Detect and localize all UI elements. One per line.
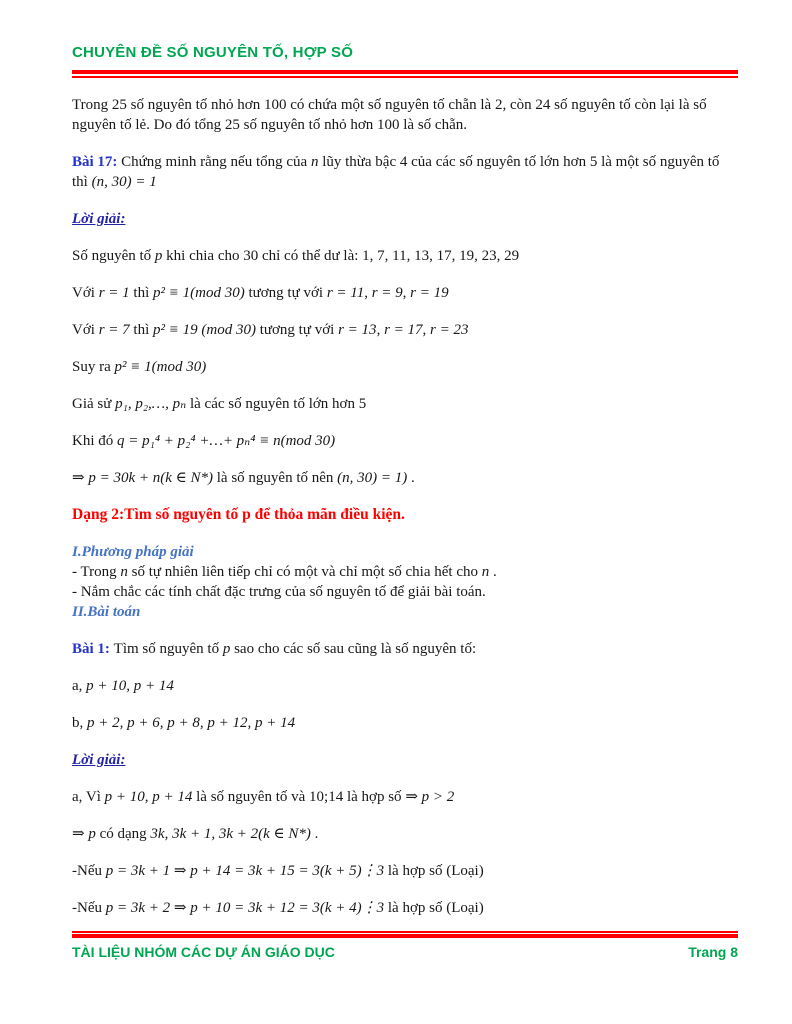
- subsection-heading: I.Phương pháp giải: [72, 544, 194, 560]
- solution-heading-1: [72, 750, 738, 770]
- text-run: Với: [72, 285, 99, 301]
- math-expression: r = 17: [384, 322, 423, 338]
- text-run: ,: [422, 322, 431, 338]
- solution-line: [72, 861, 738, 881]
- text-run: ,: [376, 322, 385, 338]
- math-expression: p: [88, 826, 96, 842]
- problem-1b: [72, 713, 738, 733]
- page-number: Trang 8: [688, 944, 738, 960]
- page-header: [72, 44, 738, 78]
- text-run: ⇒: [72, 826, 89, 842]
- solution-heading: Lời giải:: [72, 752, 126, 768]
- math-expression: r = 19: [410, 285, 449, 301]
- math-expression: 3k, 3k + 1, 3k + 2(k ∈ N*): [150, 826, 311, 842]
- text-run: Khi đó: [72, 433, 117, 449]
- text-run: là số nguyên tố và 10;14 là hợp số: [192, 789, 406, 805]
- math-expression: p + 10, p + 14: [104, 789, 193, 805]
- math-expression: n: [310, 154, 319, 170]
- header-rule: [72, 70, 738, 78]
- exercise-label: Bài 17:: [72, 154, 122, 170]
- math-expression: p + 2, p + 6, p + 8, p + 12, p + 14: [87, 715, 296, 731]
- header-rule-thin: [72, 76, 738, 78]
- math-expression: r = 13: [338, 322, 377, 338]
- solution-line: [72, 357, 738, 377]
- solution-line: [72, 320, 738, 340]
- text-run: ,: [364, 285, 372, 301]
- math-expression: r = 9: [371, 285, 403, 301]
- math-expression: p = 3k + 2 ⇒ p + 10 = 3k + 12 = 3(k + 4)⋮3: [105, 900, 385, 916]
- text-run: có dạng: [95, 826, 151, 842]
- math-expression: ⇒ p > 2: [405, 789, 455, 805]
- solution-line: [72, 394, 738, 414]
- footer-rule: [72, 931, 738, 938]
- text-run: Với: [72, 322, 99, 338]
- section-heading: Dạng 2:Tìm số nguyên tố p để thỏa mãn điều kiện.: [72, 506, 405, 523]
- text-run: là số nguyên tố nên: [213, 470, 338, 486]
- math-expression: p₁, p₂,…, pₙ: [115, 396, 187, 412]
- text-run: Số nguyên tố: [72, 248, 155, 264]
- problem-17: [72, 152, 738, 192]
- solution-line: [72, 246, 738, 266]
- page-footer: [72, 931, 738, 960]
- math-expression: p² ≡ 1(mod 30): [114, 359, 207, 375]
- exercise-label: Bài 1:: [72, 641, 114, 657]
- text-run: ⇒: [72, 470, 89, 486]
- text-run: khi chia cho 30 chỉ có thể dư là: 1, 7, 11, 13, 17, 19, 23, 29: [162, 248, 520, 264]
- math-expression: p² ≡ 1(mod 30): [153, 285, 245, 301]
- document-title: CHUYÊN ĐỀ SỐ NGUYÊN TỐ, HỢP SỐ: [72, 44, 354, 61]
- text-run: .: [310, 826, 319, 842]
- math-expression: p = 3k + 1 ⇒ p + 14 = 3k + 15 = 3(k + 5)⋮3: [105, 863, 385, 879]
- text-run: là hợp số (Loại): [384, 900, 484, 916]
- text-run: sao cho các số sau cũng là số nguyên tố:: [230, 641, 477, 657]
- text-run: .: [407, 470, 415, 486]
- solution-line: [72, 787, 738, 807]
- subsection-heading: II.Bài toán: [72, 604, 141, 620]
- math-expression: r = 1: [98, 285, 130, 301]
- text-run: - Nắm chắc các tính chất đặc trưng của số nguyên tố để giải bài toán.: [72, 584, 486, 600]
- math-expression: r = 7: [98, 322, 130, 338]
- method-line: [72, 582, 738, 602]
- text-run: a, Vì: [72, 789, 105, 805]
- text-run: Chứng minh rằng nếu tổng của: [121, 154, 311, 170]
- text-run: -Nếu: [72, 863, 106, 879]
- solution-heading: Lời giải:: [72, 211, 126, 227]
- text-run: -Nếu: [72, 900, 106, 916]
- text-run: là các số nguyên tố lớn hơn 5: [186, 396, 367, 412]
- method-line: [72, 562, 738, 582]
- footer-rule-thick: [72, 934, 738, 938]
- text-run: Tìm số nguyên tố: [113, 641, 223, 657]
- text-run: ,: [402, 285, 411, 301]
- solution-line: [72, 898, 738, 918]
- text-run: Suy ra: [72, 359, 115, 375]
- math-expression: n: [481, 564, 490, 580]
- text-run: - Trong: [72, 564, 121, 580]
- intro-paragraph: [72, 95, 738, 135]
- math-expression: p + 10, p + 14: [86, 678, 174, 694]
- solution-line: [72, 283, 738, 303]
- text-run: b,: [72, 715, 87, 731]
- text-run: thì: [129, 285, 153, 301]
- problems-heading: [72, 602, 738, 622]
- solution-line: [72, 824, 738, 844]
- math-expression: (n, 30) = 1: [91, 174, 157, 190]
- math-expression: (n, 30) = 1): [337, 470, 408, 486]
- solution-line: [72, 468, 738, 488]
- text-run: số tự nhiên liên tiếp chỉ có một và chỉ một số chia hết cho: [127, 564, 482, 580]
- math-expression: p: [222, 641, 231, 657]
- text-run: thì: [129, 322, 153, 338]
- method-heading: [72, 542, 738, 562]
- math-expression: r = 11: [326, 285, 365, 301]
- text-run: Trong 25 số nguyên tố nhỏ hơn 100 có chứa một số nguyên tố chẵn là 2, còn 24 số nguyên tố còn lại là số nguyên tố lẻ. Do đó tổng 25 số nguyên tố nhỏ hơn 100 là số chẵn.: [72, 97, 707, 133]
- text-run: Giả sử: [72, 396, 116, 412]
- math-expression: p: [154, 248, 163, 264]
- math-expression: n: [120, 564, 128, 580]
- math-expression: p² ≡ 19 (mod 30): [153, 322, 256, 338]
- text-run: là hợp số (Loại): [384, 863, 484, 879]
- document-body: [72, 95, 738, 918]
- text-run: tương tự với: [244, 285, 327, 301]
- footer-row: [72, 944, 738, 960]
- section-2-heading: [72, 505, 738, 525]
- math-expression: q = p₁⁴ + p₂⁴ +…+ pₙ⁴ ≡ n(mod 30): [117, 433, 336, 449]
- problem-1a: [72, 676, 738, 696]
- math-expression: p = 30k + n(k ∈ N*): [88, 470, 213, 486]
- text-run: a,: [72, 678, 87, 694]
- footer-organization: TÀI LIỆU NHÓM CÁC DỰ ÁN GIÁO DỤC: [72, 944, 335, 960]
- text-run: lũy thừa bậc 4 của các số nguyên tố lớn hơn 5 là một số nguyên tố thì: [72, 154, 720, 190]
- problem-1: [72, 639, 738, 659]
- solution-heading-17: [72, 209, 738, 229]
- text-run: tương tự với: [255, 322, 339, 338]
- solution-line: [72, 431, 738, 451]
- text-run: .: [489, 564, 497, 580]
- math-expression: r = 23: [430, 322, 469, 338]
